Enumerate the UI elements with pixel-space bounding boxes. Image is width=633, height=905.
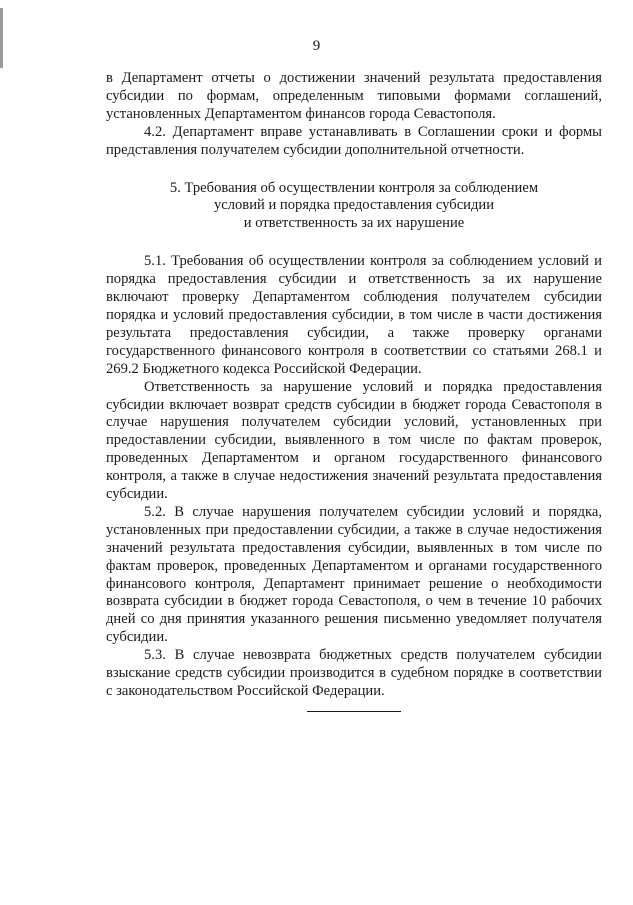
section-heading-line: и ответственность за их нарушение (243, 215, 465, 232)
paragraph-reports-continuation: в Департамент отчеты о достижении значений результата предоставления субсидии по формам, определенным типовыми формами соглашений, установленных Департаментом финансов города Севастополя. (106, 70, 602, 122)
paragraph-responsibility: Ответственность за нарушение условий и порядка предоставления субсидии включает возврат средств субсидии в бюджет города Севастополя в случае нарушения получателем субсидии условий, установленных при предоставлении субсидии, выявленного в том числе по фактам проверок, проведенных Департаментом и органом государственного финансового контроля, а также в случае недостижения значений результата предоставления субсидии. (106, 378, 602, 503)
paragraph-5-1: 5.1. Требования об осуществлении контроля за соблюдением условий и порядка предоставления субсидии и ответственность за их нарушение включают проверку Департаментом соблюдения получателем субсидии порядка и условий предоставления субсидии, в том числе в части достижения результата предоставления субсидии, а также проверку органами государственного финансового контроля в соответствии со статьями 268.1 и 269.2 Бюджетного кодекса Российской Федерации. (106, 253, 602, 377)
paragraph-5-2: 5.2. В случае нарушения получателем субсидии условий и порядка, установленных при предоставлении субсидии, а также в случае недостижения значений результата предоставления субсидии, выявленных в том числе по фактам проверок, проведенных Департаментом и органами государственного финансового контроля, Департамент принимает решение о необходимости возврата субсидии в бюджет города Севастополя, о чем в течение 10 рабочих дней со дня принятия указанного решения письменно уведомляет получателя субсидии. (106, 503, 602, 646)
section-heading-line: 5. Требования об осуществлении контроля за соблюдением (169, 179, 539, 196)
end-of-text-rule (307, 711, 401, 712)
paragraph-5-3: 5.3. В случае невозврата бюджетных средств получателем субсидии взыскание средств субсидии производится в судебном порядке в соответствии с законодательством Российской Федерации. (106, 647, 602, 699)
section-heading-line: условий и порядка предоставления субсидии (213, 197, 495, 214)
document-body (106, 70, 602, 712)
page-number: 9 (312, 38, 321, 54)
paragraph-4-2: 4.2. Департамент вправе устанавливать в Соглашении сроки и формы представления получателем субсидии дополнительной отчетности. (106, 123, 602, 158)
section-5-heading (106, 180, 602, 234)
